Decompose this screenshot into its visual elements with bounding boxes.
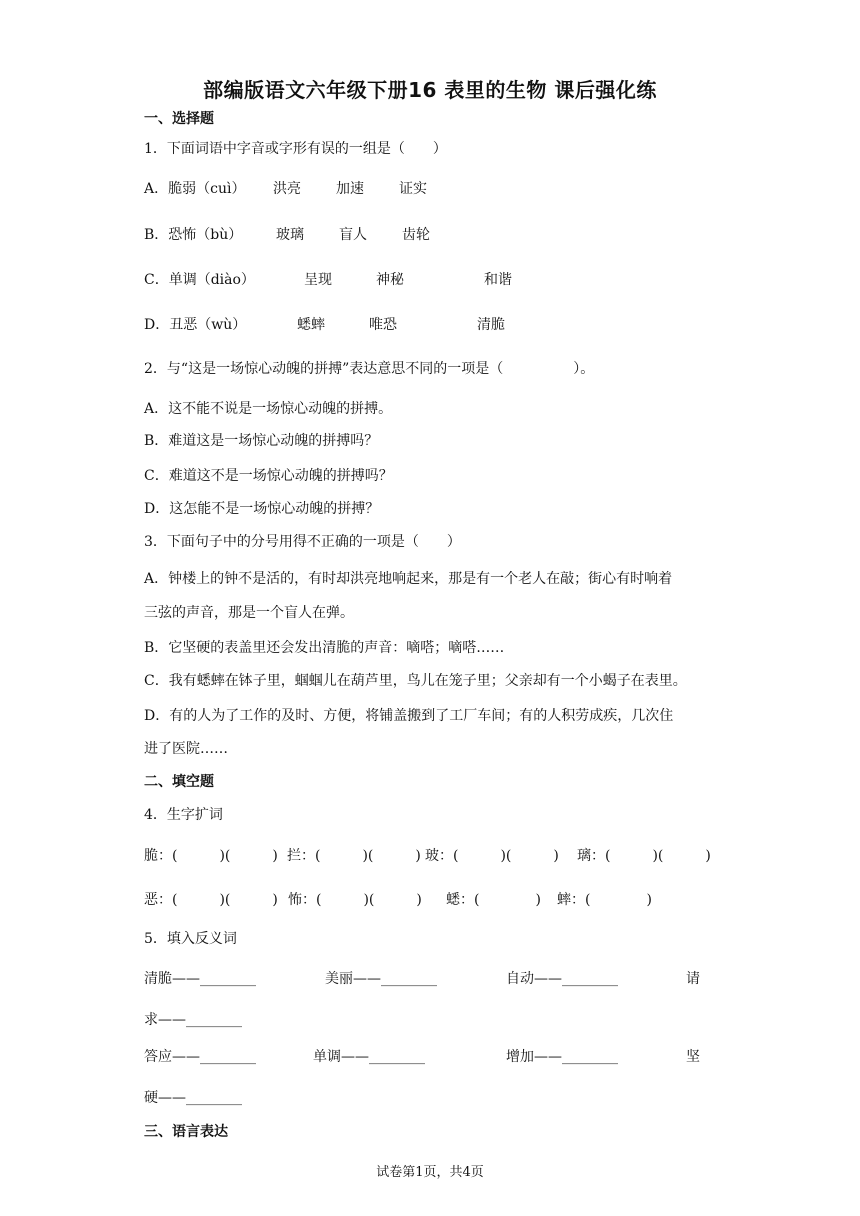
question-2-stem: 2．与“这是一场惊心动魄的拼搏”表达意思不同的一项是（ ）。 xyxy=(144,361,595,377)
question-1-stem: 1．下面词语中字音或字形有误的一组是（ ） xyxy=(144,141,447,157)
q2-option-a: A．这不能不说是一场惊心动魄的拼搏。 xyxy=(144,401,393,417)
q1-option-c-word: 呈现 xyxy=(304,272,332,288)
question-4-stem: 4．生字扩词 xyxy=(144,807,223,823)
q1-option-a-word: 证实 xyxy=(399,181,427,197)
q4-blank-item[interactable]: 恶：( )( ) xyxy=(144,892,278,908)
q2-option-d: D．这怎能不是一场惊心动魄的拼搏？ xyxy=(144,501,380,517)
q4-blank-item[interactable]: 怖：( )( ) xyxy=(288,892,422,908)
q1-option-a-word: 加速 xyxy=(336,181,364,197)
q5-antonym-item[interactable]: 自动——________ xyxy=(506,971,618,987)
q5-antonym-item[interactable]: 美丽——________ xyxy=(325,971,437,987)
question-3-stem: 3．下面句子中的分号用得不正确的一项是（ ） xyxy=(144,534,461,550)
q4-blank-item[interactable]: 拦：( )( ) xyxy=(287,848,421,864)
q1-option-c-word: 和谐 xyxy=(484,272,512,288)
question-5-stem: 5．填入反义词 xyxy=(144,931,237,947)
q4-blank-item[interactable]: 脆：( )( ) xyxy=(144,848,278,864)
q3-option-d-cont: 进了医院…… xyxy=(144,741,228,757)
q5-antonym-item[interactable]: 求——________ xyxy=(144,1012,242,1028)
q4-blank-item[interactable]: 璃：( )( ) xyxy=(577,848,711,864)
q5-antonym-item[interactable]: 增加——________ xyxy=(506,1049,618,1065)
q1-option-c-word: 神秘 xyxy=(376,272,404,288)
q1-option-a-label: A．脆弱（cuì） xyxy=(144,181,246,197)
q2-option-c: C．难道这不是一场惊心动魄的拼搏吗？ xyxy=(144,468,393,484)
q1-option-b-word: 玻璃 xyxy=(276,227,304,243)
section-heading-expression: 三、语言表达 xyxy=(144,1124,228,1140)
q1-option-c-label: C．单调（diào） xyxy=(144,272,255,288)
q3-option-b: B．它坚硬的表盖里还会发出清脆的声音：嘀嗒；嘀嗒…… xyxy=(144,640,505,656)
q1-option-b-word: 盲人 xyxy=(339,227,367,243)
q1-option-d-word: 清脆 xyxy=(477,317,505,333)
q5-antonym-item[interactable]: 硬——________ xyxy=(144,1090,242,1106)
q1-option-d-word: 唯恐 xyxy=(369,317,397,333)
q5-antonym-item[interactable]: 清脆——________ xyxy=(144,971,256,987)
q5-antonym-item[interactable]: 单调——________ xyxy=(313,1049,425,1065)
q4-blank-item[interactable]: 蟀：( ) xyxy=(557,892,652,908)
q1-option-a-word: 洪亮 xyxy=(273,181,301,197)
q3-option-a: A．钟楼上的钟不是活的，有时却洪亮地响起来，那是有一个老人在敲；街心有时响着 xyxy=(144,571,673,587)
q5-antonym-item: 坚 xyxy=(686,1049,700,1065)
q4-blank-item[interactable]: 玻：( )( ) xyxy=(425,848,559,864)
section-heading-fill: 二、填空题 xyxy=(144,774,214,790)
page-title: 部编版语文六年级下册16 表里的生物 课后强化练 xyxy=(203,78,657,102)
q3-option-d: D．有的人为了工作的及时、方便，将铺盖搬到了工厂车间；有的人积劳成疾，几次住 xyxy=(144,708,674,724)
q1-option-d-label: D．丑恶（wù） xyxy=(144,317,247,333)
q2-option-b: B．难道这是一场惊心动魄的拼搏吗？ xyxy=(144,433,379,449)
q1-option-d-word: 蟋蟀 xyxy=(297,317,325,333)
q3-option-c: C．我有蟋蟀在钵子里，蝈蝈儿在葫芦里，鸟儿在笼子里；父亲却有一个小蝎子在表里。 xyxy=(144,673,687,689)
q1-option-b-label: B．恐怖（bù） xyxy=(144,227,243,243)
q3-option-a-cont: 三弦的声音，那是一个盲人在弹。 xyxy=(144,605,354,621)
q4-blank-item[interactable]: 蟋：( ) xyxy=(446,892,541,908)
page-footer: 试卷第1页，共4页 xyxy=(376,1165,484,1180)
q5-antonym-item: 请 xyxy=(686,971,700,987)
section-heading-choice: 一、选择题 xyxy=(144,111,214,127)
q1-option-b-word: 齿轮 xyxy=(402,227,430,243)
q5-antonym-item[interactable]: 答应——________ xyxy=(144,1049,256,1065)
